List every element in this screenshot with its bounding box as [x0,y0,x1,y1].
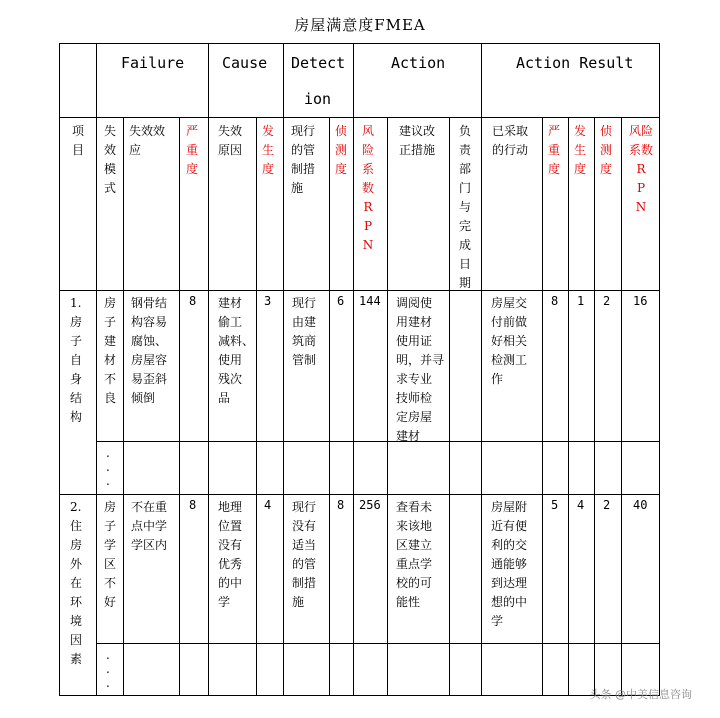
row2-new-severity: 5 [551,498,559,512]
col-header-recommended-action: 建议改 正措施 [399,124,436,157]
row1-failure-mode: 房 子 建 材 不 良 [104,296,117,405]
row2-action-taken: 房屋附 近有便 利的交 通能够 到达理 想的中 学 [491,500,528,628]
row1-current-controls: 现行 由建 筑商 管制 [292,296,317,367]
row2-continuation: . . . [106,648,110,690]
row2-failure-mode: 房 子 学 区 不 好 [104,500,117,609]
group-header-action-result: Action Result [516,54,634,72]
row2-failure-effect: 不在重 点中学 学区内 [131,500,168,552]
col-header-occurrence: 发 生 度 [262,124,275,176]
row2-occurrence: 4 [264,498,272,512]
col-header-failure-mode: 失 效 模 式 [104,124,117,195]
page-title: 房屋满意度FMEA [294,16,426,34]
col-header-new-detection: 侦 测 度 [600,124,613,176]
row1-new-occurrence: 1 [577,294,585,308]
row1-cause: 建材 偷工 减料、 使用 残次 品 [218,296,255,405]
col-header-cause: 失效 原因 [218,124,243,157]
col-header-responsibility: 负 责 部 门 与 完 成 日 期 [459,124,472,290]
row1-detection: 6 [337,294,345,308]
watermark: 头条 @中美信息咨询 [589,688,692,701]
row1-action-taken: 房屋交 付前做 好相关 检测工 作 [491,296,528,386]
col-header-item: 项 目 [72,124,85,157]
group-header-detection-1: Detect [291,54,346,72]
row2-rpn: 256 [359,498,381,512]
row2-item: 2. 住 房 外 在 环 境 因 素 [70,500,83,666]
row1-severity: 8 [189,294,197,308]
row2-new-detection: 2 [603,498,611,512]
col-header-detection: 侦 测 度 [335,124,348,176]
col-header-severity: 严 重 度 [186,124,199,176]
col-header-action-taken: 已采取 的行动 [492,124,529,157]
row2-new-rpn: 40 [633,498,648,512]
row2-severity: 8 [189,498,197,512]
row1-occurrence: 3 [264,294,272,308]
row1-new-rpn: 16 [633,294,648,308]
col-header-failure-effect: 失效效 应 [129,124,166,157]
row2-current-controls: 现行 没有 适当 的管 制措 施 [292,500,317,609]
row1-failure-effect: 钢骨结 构容易 腐蚀、 房屋容 易歪斜 倾倒 [131,296,168,405]
col-header-rpn: 风 险 系 数 R P N [362,124,375,252]
row1-new-severity: 8 [551,294,559,308]
row2-new-occurrence: 4 [577,498,585,512]
row2-detection: 8 [337,498,345,512]
row2-recommended-action: 查看未 来该地 区建立 重点学 校的可 能性 [396,500,433,609]
row1-continuation: . . . [106,446,110,488]
col-header-new-occurrence: 发 生 度 [574,124,587,176]
row1-item: 1. 房 子 自 身 结 构 [70,296,83,424]
col-header-current-controls: 现行 的管 制措 施 [291,124,316,195]
group-header-detection-2: ion [304,90,332,108]
col-header-new-severity: 严 重 度 [548,124,561,176]
group-header-cause: Cause [222,54,268,72]
col-header-new-rpn: 风险 系数 R P N [628,124,653,214]
row1-new-detection: 2 [603,294,611,308]
group-header-failure: Failure [121,54,185,72]
row1-rpn: 144 [359,294,381,308]
row2-cause: 地理 位置 没有 优秀 的中 学 [218,500,243,609]
row1-recommended-action: 调阅使 用建材 使用证 明，并寻 求专业 技师检 定房屋 建材 [396,296,445,443]
group-header-action: Action [391,54,446,72]
